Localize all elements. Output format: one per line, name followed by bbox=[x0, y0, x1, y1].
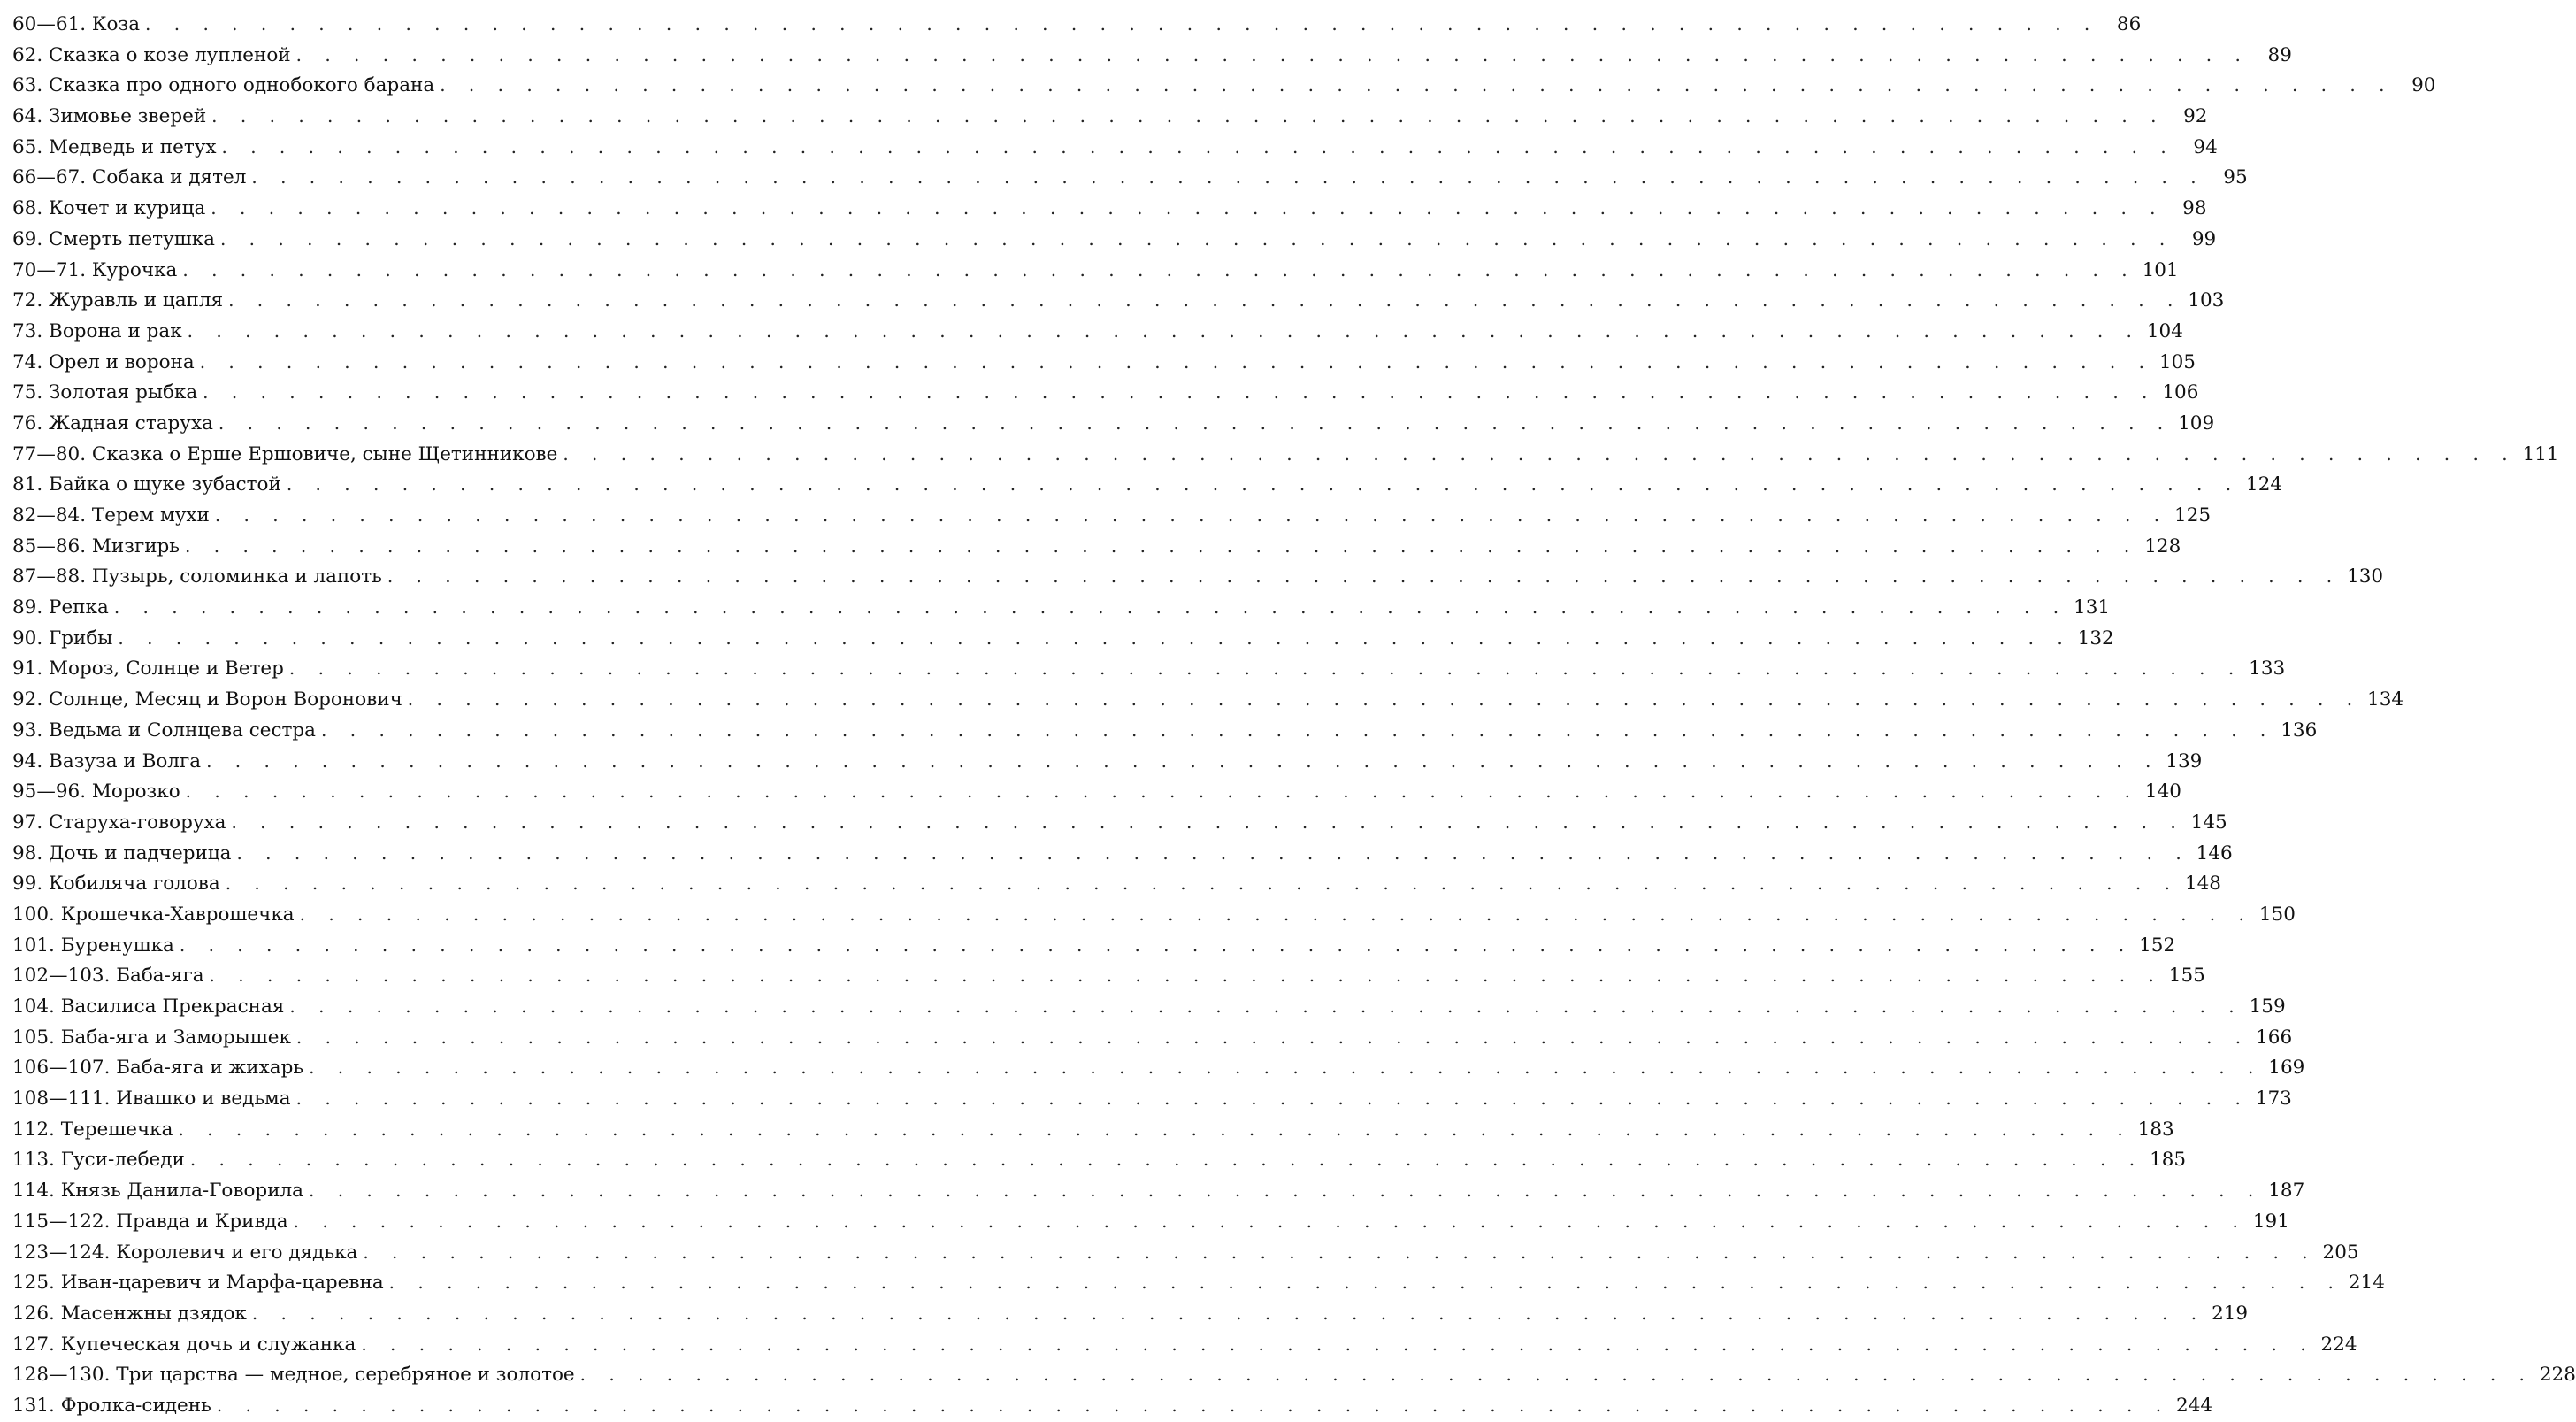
dot-leader bbox=[213, 408, 2177, 439]
dot-leader bbox=[303, 1052, 2267, 1083]
toc-entry-title: 74. Орел и ворона bbox=[12, 350, 195, 373]
toc-entry-title: 113. Гуси-лебеди bbox=[12, 1149, 185, 1172]
toc-entry-page-number: 155 bbox=[2168, 965, 2205, 988]
dot-leader bbox=[226, 807, 2189, 838]
dot-leader bbox=[197, 377, 2161, 408]
toc-entry-title: 114. Князь Данила-Говорила bbox=[12, 1180, 303, 1203]
toc-entry-title: 64. Зимовье зверей bbox=[12, 105, 207, 128]
dot-leader bbox=[206, 101, 2170, 132]
toc-entry-page-number: 124 bbox=[2246, 473, 2283, 496]
dot-leader bbox=[356, 1329, 2319, 1360]
toc-entry-title: 102—103. Баба-яга bbox=[12, 965, 204, 988]
dot-leader bbox=[220, 868, 2184, 899]
toc-entry-page-number: 90 bbox=[2411, 74, 2436, 97]
toc-entry bbox=[12, 807, 2227, 838]
dot-leader bbox=[284, 653, 2248, 684]
dot-leader bbox=[231, 838, 2195, 869]
toc-entry bbox=[12, 838, 2233, 869]
dot-leader bbox=[246, 162, 2210, 193]
toc-entry-title: 92. Солнце, Месяц и Ворон Воронович bbox=[12, 688, 402, 711]
toc-entry bbox=[12, 1359, 2576, 1390]
toc-entry bbox=[12, 255, 2179, 286]
dot-leader bbox=[177, 255, 2141, 286]
toc-entry-page-number: 94 bbox=[2193, 135, 2218, 158]
toc-entry-page-number: 140 bbox=[2144, 780, 2181, 803]
toc-entry bbox=[12, 1237, 2359, 1268]
dot-leader bbox=[205, 193, 2169, 224]
toc-entry-title: 126. Масенжны дзядок bbox=[12, 1302, 247, 1325]
dot-leader bbox=[223, 285, 2187, 316]
toc-entry-page-number: 109 bbox=[2178, 411, 2215, 434]
toc-entry bbox=[12, 776, 2181, 807]
toc-entry bbox=[12, 899, 2296, 930]
toc-entry-page-number: 146 bbox=[2196, 842, 2233, 865]
toc-entry-title: 106—107. Баба-яга и жихарь bbox=[12, 1057, 304, 1080]
toc-entry bbox=[12, 592, 2111, 623]
toc-entry bbox=[12, 1175, 2305, 1206]
toc-entry bbox=[12, 1114, 2174, 1145]
toc-entry-page-number: 125 bbox=[2174, 504, 2212, 527]
toc-entry-title: 75. Золотая рыбка bbox=[12, 381, 198, 404]
dot-leader bbox=[288, 1206, 2252, 1237]
toc-entry-title: 60—61. Коза bbox=[12, 13, 141, 35]
dot-leader bbox=[201, 746, 2165, 777]
toc-entry bbox=[12, 1329, 2358, 1360]
toc-entry-page-number: 105 bbox=[2158, 350, 2196, 373]
toc-entry bbox=[12, 746, 2203, 777]
dot-leader bbox=[575, 1359, 2539, 1390]
dot-leader bbox=[204, 960, 2168, 991]
toc-entry-title: 68. Кочет и курица bbox=[12, 197, 206, 220]
toc-entry-page-number: 89 bbox=[2267, 43, 2292, 66]
dot-leader bbox=[185, 1144, 2149, 1175]
toc-entry bbox=[12, 224, 2217, 255]
toc-entry bbox=[12, 1390, 2213, 1421]
toc-entry-title: 90. Грибы bbox=[12, 626, 113, 650]
dot-leader bbox=[215, 224, 2179, 255]
toc-entry-page-number: 145 bbox=[2190, 811, 2227, 834]
toc-entry bbox=[12, 930, 2176, 961]
toc-entry-page-number: 224 bbox=[2320, 1333, 2358, 1356]
toc-entry bbox=[12, 70, 2436, 101]
dot-leader bbox=[357, 1237, 2321, 1268]
dot-leader bbox=[316, 715, 2280, 746]
toc-entry bbox=[12, 408, 2215, 439]
toc-entry-title: 62. Сказка о козе лупленой bbox=[12, 43, 291, 66]
toc-entry bbox=[12, 960, 2205, 991]
toc-entry-page-number: 92 bbox=[2183, 105, 2208, 128]
toc-entry bbox=[12, 1298, 2249, 1329]
toc-entry-title: 65. Медведь и петух bbox=[12, 135, 217, 158]
toc-entry-page-number: 185 bbox=[2150, 1149, 2187, 1172]
dot-leader bbox=[172, 1114, 2136, 1145]
dot-leader bbox=[291, 40, 2255, 71]
toc-entry bbox=[12, 715, 2318, 746]
toc-entry-page-number: 128 bbox=[2144, 534, 2181, 557]
toc-entry-title: 91. Мороз, Солнце и Ветер bbox=[12, 657, 284, 680]
dot-leader bbox=[291, 1022, 2255, 1053]
dot-leader bbox=[402, 684, 2366, 715]
toc-entry bbox=[12, 623, 2114, 654]
toc-entry-page-number: 150 bbox=[2258, 903, 2296, 926]
toc-entry-page-number: 98 bbox=[2182, 197, 2207, 220]
toc-entry bbox=[12, 868, 2221, 899]
dot-leader bbox=[291, 1083, 2255, 1114]
toc-entry-page-number: 86 bbox=[2116, 13, 2142, 35]
toc-entry-page-number: 173 bbox=[2255, 1088, 2292, 1111]
table-of-contents bbox=[12, 9, 2576, 1421]
dot-leader bbox=[112, 623, 2076, 654]
toc-entry-page-number: 101 bbox=[2142, 258, 2179, 281]
toc-entry-page-number: 183 bbox=[2137, 1118, 2174, 1141]
toc-entry bbox=[12, 1144, 2187, 1175]
toc-entry-page-number: 134 bbox=[2367, 688, 2404, 711]
toc-entry bbox=[12, 1267, 2385, 1298]
dot-leader bbox=[140, 9, 2104, 40]
toc-entry-title: 72. Журавль и цапля bbox=[12, 289, 224, 312]
toc-entry-title: 77—80. Сказка о Ерше Ершовиче, сыне Щетинникове bbox=[12, 442, 558, 465]
dot-leader bbox=[211, 1390, 2175, 1421]
toc-entry-title: 69. Смерть петушка bbox=[12, 227, 215, 250]
toc-entry bbox=[12, 285, 2225, 316]
toc-entry-title: 81. Байка о щуке зубастой bbox=[12, 473, 281, 496]
toc-entry-title: 93. Ведьма и Солнцева сестра bbox=[12, 719, 317, 742]
toc-entry-title: 66—67. Собака и дятел bbox=[12, 166, 247, 189]
toc-entry-title: 108—111. Ивашко и ведьма bbox=[12, 1088, 291, 1111]
dot-leader bbox=[217, 132, 2181, 163]
dot-leader bbox=[180, 776, 2144, 807]
toc-entry-title: 100. Крошечка-Хаврошечка bbox=[12, 903, 295, 926]
toc-entry bbox=[12, 162, 2248, 193]
toc-entry-page-number: 214 bbox=[2348, 1272, 2385, 1295]
dot-leader bbox=[384, 1267, 2348, 1298]
toc-entry-page-number: 133 bbox=[2249, 657, 2286, 680]
dot-leader bbox=[180, 531, 2143, 562]
toc-entry bbox=[12, 1083, 2292, 1114]
toc-entry bbox=[12, 1022, 2293, 1053]
toc-entry-page-number: 187 bbox=[2268, 1180, 2305, 1203]
toc-entry-title: 73. Ворона и рак bbox=[12, 319, 182, 342]
toc-entry-title: 115—122. Правда и Кривда bbox=[12, 1210, 288, 1233]
toc-entry-page-number: 136 bbox=[2281, 719, 2318, 742]
dot-leader bbox=[382, 561, 2346, 592]
dot-leader bbox=[174, 930, 2138, 961]
toc-entry-title: 87—88. Пузырь, соломинка и лапоть bbox=[12, 565, 382, 588]
toc-entry-page-number: 103 bbox=[2188, 289, 2225, 312]
toc-entry bbox=[12, 193, 2207, 224]
toc-entry bbox=[12, 40, 2292, 71]
toc-entry-title: 99. Кобиляча голова bbox=[12, 872, 220, 895]
toc-entry bbox=[12, 101, 2208, 132]
dot-leader bbox=[557, 439, 2521, 470]
toc-entry-page-number: 169 bbox=[2268, 1057, 2305, 1080]
toc-entry-page-number: 205 bbox=[2322, 1241, 2359, 1264]
toc-entry-page-number: 166 bbox=[2256, 1026, 2293, 1049]
toc-entry-title: 125. Иван-царевич и Марфа-царевна bbox=[12, 1272, 384, 1295]
dot-leader bbox=[195, 347, 2158, 378]
toc-entry-title: 98. Дочь и падчерица bbox=[12, 842, 232, 865]
dot-leader bbox=[284, 991, 2248, 1022]
toc-entry-title: 123—124. Королевич и его дядька bbox=[12, 1241, 358, 1264]
toc-entry-title: 89. Репка bbox=[12, 596, 109, 619]
toc-entry-page-number: 99 bbox=[2191, 227, 2217, 250]
toc-entry-page-number: 132 bbox=[2077, 626, 2114, 650]
toc-entry-title: 63. Сказка про одного однобокого барана bbox=[12, 74, 435, 97]
toc-entry-page-number: 95 bbox=[2223, 166, 2248, 189]
toc-entry bbox=[12, 561, 2384, 592]
toc-entry bbox=[12, 653, 2286, 684]
dot-leader bbox=[281, 469, 2245, 500]
toc-entry bbox=[12, 132, 2218, 163]
toc-entry bbox=[12, 469, 2283, 500]
toc-entry-title: 127. Купеческая дочь и служанка bbox=[12, 1333, 356, 1356]
toc-entry bbox=[12, 347, 2196, 378]
toc-entry bbox=[12, 684, 2404, 715]
toc-entry-page-number: 152 bbox=[2139, 934, 2176, 957]
toc-entry-title: 82—84. Терем мухи bbox=[12, 504, 210, 527]
toc-entry-title: 95—96. Морозко bbox=[12, 780, 180, 803]
toc-entry-page-number: 131 bbox=[2074, 596, 2111, 619]
toc-entry-title: 97. Старуха-говоруха bbox=[12, 811, 226, 834]
toc-entry bbox=[12, 316, 2183, 347]
toc-entry-page-number: 111 bbox=[2522, 442, 2559, 465]
toc-entry-title: 104. Василиса Прекрасная bbox=[12, 995, 285, 1018]
toc-entry-page-number: 159 bbox=[2249, 995, 2286, 1018]
toc-entry-page-number: 104 bbox=[2146, 319, 2183, 342]
toc-entry-title: 105. Баба-яга и Заморышек bbox=[12, 1026, 291, 1049]
toc-entry-title: 76. Жадная старуха bbox=[12, 411, 213, 434]
dot-leader bbox=[303, 1175, 2267, 1206]
toc-entry-title: 128—130. Три царства — медное, серебряное и золотое bbox=[12, 1364, 575, 1387]
toc-entry-page-number: 139 bbox=[2166, 749, 2203, 772]
dot-leader bbox=[295, 899, 2258, 930]
toc-entry bbox=[12, 1052, 2305, 1083]
toc-entry-title: 94. Вазуза и Волга bbox=[12, 749, 202, 772]
toc-entry-title: 131. Фролка-сидень bbox=[12, 1394, 211, 1417]
toc-entry-title: 101. Буренушка bbox=[12, 934, 174, 957]
toc-entry-page-number: 219 bbox=[2212, 1302, 2249, 1325]
toc-entry-page-number: 244 bbox=[2176, 1394, 2213, 1417]
toc-entry bbox=[12, 531, 2181, 562]
toc-entry bbox=[12, 991, 2286, 1022]
dot-leader bbox=[210, 500, 2174, 531]
toc-entry-page-number: 130 bbox=[2347, 565, 2384, 588]
dot-leader bbox=[182, 316, 2146, 347]
toc-entry-page-number: 228 bbox=[2539, 1364, 2576, 1387]
toc-entry-title: 112. Терешечка bbox=[12, 1118, 173, 1141]
dot-leader bbox=[109, 592, 2073, 623]
dot-leader bbox=[247, 1298, 2211, 1329]
toc-entry bbox=[12, 377, 2199, 408]
toc-entry bbox=[12, 1206, 2289, 1237]
toc-entry bbox=[12, 439, 2559, 470]
toc-entry-title: 85—86. Мизгирь bbox=[12, 534, 180, 557]
toc-entry-page-number: 191 bbox=[2252, 1210, 2289, 1233]
toc-entry bbox=[12, 9, 2142, 40]
toc-entry bbox=[12, 500, 2212, 531]
dot-leader bbox=[434, 70, 2398, 101]
toc-entry-page-number: 106 bbox=[2162, 381, 2199, 404]
toc-entry-page-number: 148 bbox=[2184, 872, 2221, 895]
toc-entry-title: 70—71. Курочка bbox=[12, 258, 178, 281]
